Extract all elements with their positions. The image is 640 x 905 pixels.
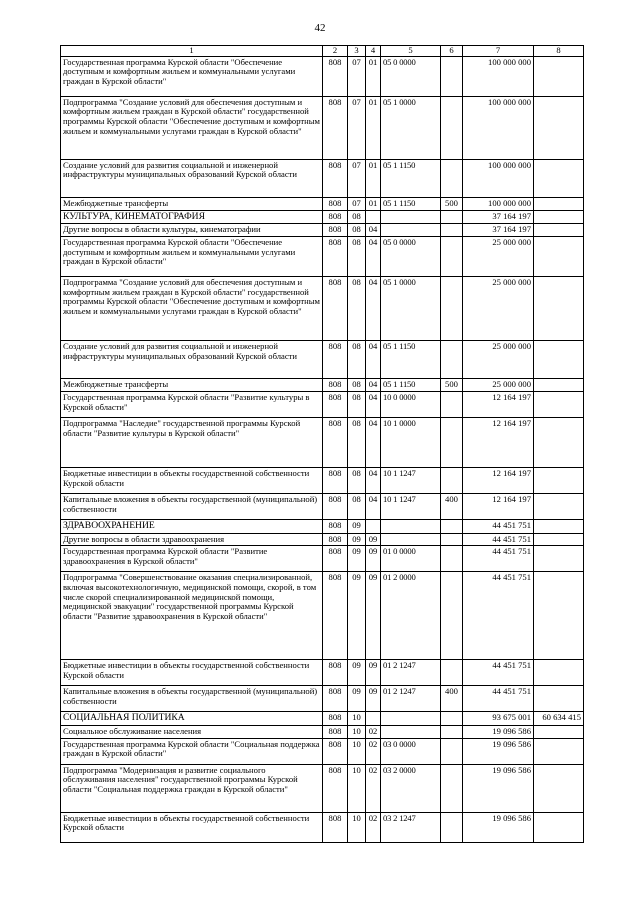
table-row <box>61 159 584 197</box>
row-amount: 44 451 751 <box>463 660 534 686</box>
row-code-2: 808 <box>323 236 348 276</box>
table-row <box>61 738 584 764</box>
row-name: СОЦИАЛЬНАЯ ПОЛИТИКА <box>61 712 323 726</box>
row-expense-type <box>441 224 463 237</box>
row-name: Межбюджетные трансферты <box>61 197 323 210</box>
row-code-2: 808 <box>323 210 348 224</box>
row-expense-type <box>441 56 463 96</box>
row-expense-type <box>441 726 463 739</box>
row-code-3: 07 <box>348 159 366 197</box>
row-name: Государственная программа Курской области "Обеспечение доступным и комфортным жильем и коммунальными услугами граждан в Курской области" <box>61 56 323 96</box>
row-amount-2: 60 634 415 <box>534 712 584 726</box>
col-header-5: 5 <box>381 46 441 57</box>
row-code-2: 808 <box>323 738 348 764</box>
row-name: Межбюджетные трансферты <box>61 378 323 391</box>
table-row <box>61 572 584 660</box>
row-name: Создание условий для развития социальной и инженерной инфраструктуры муниципальных образований Курской области <box>61 159 323 197</box>
row-expense-type <box>441 236 463 276</box>
row-amount-2 <box>534 276 584 340</box>
row-code-2: 808 <box>323 812 348 842</box>
row-code-3: 08 <box>348 417 366 467</box>
row-amount: 100 000 000 <box>463 96 534 159</box>
row-target-code: 03 2 1247 <box>381 812 441 842</box>
row-expense-type <box>441 417 463 467</box>
row-code-3: 08 <box>348 493 366 519</box>
table-body <box>61 56 584 842</box>
row-code-2: 808 <box>323 712 348 726</box>
row-code-3: 10 <box>348 712 366 726</box>
row-amount: 25 000 000 <box>463 276 534 340</box>
row-name: Государственная программа Курской области "Развитие культуры в Курской области" <box>61 391 323 417</box>
row-code-3: 09 <box>348 572 366 660</box>
row-amount-2 <box>534 493 584 519</box>
row-code-3: 09 <box>348 660 366 686</box>
table-row <box>61 726 584 739</box>
row-amount-2 <box>534 738 584 764</box>
row-name: Бюджетные инвестиции в объекты государственной собственности Курской области <box>61 660 323 686</box>
row-expense-type: 500 <box>441 197 463 210</box>
row-name: Подпрограмма "Совершенствование оказания специализированной, включая высокотехнологичную, медицинской помощи, скорой, в том числе скорой специализированной медицинской помощи, медицинской эвакуации" государственной программы Курской области "Развитие здравоохранения в Курской области" <box>61 572 323 660</box>
table-row <box>61 493 584 519</box>
row-target-code: 01 0 0000 <box>381 546 441 572</box>
row-target-code: 05 1 1150 <box>381 340 441 378</box>
row-expense-type: 500 <box>441 378 463 391</box>
row-code-3: 08 <box>348 391 366 417</box>
row-name: Подпрограмма "Создание условий для обеспечения доступным и комфортным жильем граждан в Курской области" государственной программы Курской области "Обеспечение доступным и комфортным жильем и коммунальными услугами граждан в Курской области" <box>61 276 323 340</box>
row-target-code: 05 1 0000 <box>381 96 441 159</box>
row-code-2: 808 <box>323 197 348 210</box>
row-target-code <box>381 210 441 224</box>
row-name: Подпрограмма "Модернизация и развитие социального обслуживания населения" государственной программы Курской области "Социальная поддержка граждан в Курской области" <box>61 764 323 812</box>
row-name: КУЛЬТУРА, КИНЕМАТОГРАФИЯ <box>61 210 323 224</box>
table-row <box>61 546 584 572</box>
col-header-8: 8 <box>534 46 584 57</box>
row-target-code <box>381 519 441 533</box>
row-amount-2 <box>534 378 584 391</box>
row-name: Бюджетные инвестиции в объекты государственной собственности Курской области <box>61 467 323 493</box>
row-amount: 93 675 001 <box>463 712 534 726</box>
row-amount: 44 451 751 <box>463 546 534 572</box>
row-code-4 <box>366 519 381 533</box>
row-target-code: 03 0 0000 <box>381 738 441 764</box>
row-name: Государственная программа Курской области "Развитие здравоохранения в Курской области" <box>61 546 323 572</box>
row-name: Подпрограмма "Создание условий для обеспечения доступным и комфортным жильем граждан в Курской области" государственной программы Курской области "Обеспечение доступным и комфортным жильем и коммунальными услугами граждан в Курской области" <box>61 96 323 159</box>
row-target-code: 10 1 1247 <box>381 467 441 493</box>
row-target-code: 10 1 0000 <box>381 417 441 467</box>
row-amount-2 <box>534 159 584 197</box>
row-amount-2 <box>534 210 584 224</box>
row-amount-2 <box>534 572 584 660</box>
row-expense-type <box>441 467 463 493</box>
col-header-2: 2 <box>323 46 348 57</box>
row-expense-type <box>441 764 463 812</box>
table-row <box>61 197 584 210</box>
row-amount-2 <box>534 96 584 159</box>
table-row <box>61 519 584 533</box>
row-amount-2 <box>534 224 584 237</box>
row-code-2: 808 <box>323 378 348 391</box>
row-code-2: 808 <box>323 533 348 546</box>
row-expense-type <box>441 812 463 842</box>
row-code-4: 09 <box>366 660 381 686</box>
table-row <box>61 391 584 417</box>
row-amount: 12 164 197 <box>463 417 534 467</box>
table-row <box>61 764 584 812</box>
row-expense-type: 400 <box>441 493 463 519</box>
row-amount: 25 000 000 <box>463 378 534 391</box>
row-code-2: 808 <box>323 159 348 197</box>
row-code-4: 01 <box>366 56 381 96</box>
row-name: Бюджетные инвестиции в объекты государственной собственности Курской области <box>61 812 323 842</box>
row-target-code: 03 2 0000 <box>381 764 441 812</box>
row-code-2: 808 <box>323 467 348 493</box>
row-expense-type <box>441 533 463 546</box>
row-amount: 37 164 197 <box>463 224 534 237</box>
row-code-3: 09 <box>348 546 366 572</box>
row-code-2: 808 <box>323 417 348 467</box>
row-amount: 19 096 586 <box>463 738 534 764</box>
header-row <box>61 46 584 57</box>
row-name: Другие вопросы в области культуры, кинематографии <box>61 224 323 237</box>
row-code-2: 808 <box>323 660 348 686</box>
row-amount-2 <box>534 340 584 378</box>
row-expense-type <box>441 572 463 660</box>
row-code-4: 04 <box>366 340 381 378</box>
row-name: Капитальные вложения в объекты государственной (муниципальной) собственности <box>61 686 323 712</box>
row-code-2: 808 <box>323 572 348 660</box>
row-code-3: 09 <box>348 686 366 712</box>
row-target-code <box>381 712 441 726</box>
row-name: Государственная программа Курской области "Обеспечение доступным и комфортным жильем и коммунальными услугами граждан в Курской области" <box>61 236 323 276</box>
col-header-3: 3 <box>348 46 366 57</box>
row-code-4: 04 <box>366 467 381 493</box>
col-header-6: 6 <box>441 46 463 57</box>
row-expense-type <box>441 391 463 417</box>
row-code-2: 808 <box>323 340 348 378</box>
row-code-3: 08 <box>348 236 366 276</box>
row-code-2: 808 <box>323 726 348 739</box>
row-expense-type <box>441 96 463 159</box>
row-amount-2 <box>534 726 584 739</box>
row-code-4: 04 <box>366 391 381 417</box>
row-amount: 100 000 000 <box>463 197 534 210</box>
row-target-code <box>381 726 441 739</box>
row-code-3: 09 <box>348 533 366 546</box>
row-expense-type <box>441 276 463 340</box>
row-code-4: 04 <box>366 276 381 340</box>
table-row <box>61 533 584 546</box>
row-name: Капитальные вложения в объекты государственной (муниципальной) собственности <box>61 493 323 519</box>
table-row <box>61 378 584 391</box>
row-amount: 100 000 000 <box>463 159 534 197</box>
row-amount-2 <box>534 533 584 546</box>
table-row <box>61 56 584 96</box>
row-amount-2 <box>534 519 584 533</box>
table-row <box>61 236 584 276</box>
row-amount-2 <box>534 236 584 276</box>
row-code-4: 09 <box>366 533 381 546</box>
row-code-4: 01 <box>366 159 381 197</box>
row-code-2: 808 <box>323 276 348 340</box>
row-expense-type <box>441 340 463 378</box>
row-amount-2 <box>534 417 584 467</box>
table-row <box>61 660 584 686</box>
row-target-code: 05 1 0000 <box>381 276 441 340</box>
row-code-2: 808 <box>323 493 348 519</box>
row-name: Создание условий для развития социальной и инженерной инфраструктуры муниципальных образований Курской области <box>61 340 323 378</box>
row-code-3: 08 <box>348 210 366 224</box>
row-code-4: 09 <box>366 686 381 712</box>
row-code-3: 08 <box>348 276 366 340</box>
row-expense-type <box>441 546 463 572</box>
row-code-3: 08 <box>348 224 366 237</box>
row-code-4: 04 <box>366 493 381 519</box>
row-code-4: 04 <box>366 378 381 391</box>
row-amount-2 <box>534 686 584 712</box>
row-code-4: 04 <box>366 417 381 467</box>
row-code-3: 10 <box>348 738 366 764</box>
row-code-2: 808 <box>323 224 348 237</box>
row-amount: 100 000 000 <box>463 56 534 96</box>
row-code-4: 02 <box>366 812 381 842</box>
row-expense-type: 400 <box>441 686 463 712</box>
row-expense-type <box>441 210 463 224</box>
row-code-2: 808 <box>323 546 348 572</box>
row-code-4: 01 <box>366 197 381 210</box>
row-code-4: 02 <box>366 726 381 739</box>
row-target-code: 05 1 1150 <box>381 378 441 391</box>
row-amount: 44 451 751 <box>463 686 534 712</box>
row-code-3: 10 <box>348 812 366 842</box>
row-code-2: 808 <box>323 56 348 96</box>
table-row <box>61 417 584 467</box>
row-code-3: 07 <box>348 197 366 210</box>
row-code-4 <box>366 210 381 224</box>
row-name: Подпрограмма "Наследие" государственной программы Курской области "Развитие культуры в Курской области" <box>61 417 323 467</box>
row-target-code: 10 1 1247 <box>381 493 441 519</box>
row-amount: 19 096 586 <box>463 812 534 842</box>
row-code-3: 08 <box>348 378 366 391</box>
row-code-3: 07 <box>348 96 366 159</box>
row-code-3: 10 <box>348 726 366 739</box>
row-amount: 25 000 000 <box>463 340 534 378</box>
row-name: Другие вопросы в области здравоохранения <box>61 533 323 546</box>
row-amount-2 <box>534 812 584 842</box>
table-row <box>61 712 584 726</box>
row-name: Государственная программа Курской области "Социальная поддержка граждан в Курской области" <box>61 738 323 764</box>
row-code-3: 10 <box>348 764 366 812</box>
col-header-1: 1 <box>61 46 323 57</box>
row-amount: 12 164 197 <box>463 391 534 417</box>
row-code-4: 04 <box>366 224 381 237</box>
row-code-4: 01 <box>366 96 381 159</box>
row-expense-type <box>441 712 463 726</box>
row-target-code: 05 0 0000 <box>381 236 441 276</box>
col-header-4: 4 <box>366 46 381 57</box>
row-target-code: 01 2 1247 <box>381 686 441 712</box>
row-target-code: 05 1 1150 <box>381 159 441 197</box>
row-target-code: 05 0 0000 <box>381 56 441 96</box>
row-amount: 12 164 197 <box>463 493 534 519</box>
row-amount-2 <box>534 391 584 417</box>
row-code-3: 08 <box>348 340 366 378</box>
row-amount-2 <box>534 660 584 686</box>
row-target-code: 01 2 1247 <box>381 660 441 686</box>
row-expense-type <box>441 159 463 197</box>
row-code-4 <box>366 712 381 726</box>
table-row <box>61 224 584 237</box>
row-code-4: 02 <box>366 764 381 812</box>
row-code-2: 808 <box>323 686 348 712</box>
table-row <box>61 686 584 712</box>
row-expense-type <box>441 660 463 686</box>
row-amount: 19 096 586 <box>463 726 534 739</box>
row-amount: 25 000 000 <box>463 236 534 276</box>
row-target-code: 01 2 0000 <box>381 572 441 660</box>
row-amount-2 <box>534 197 584 210</box>
row-code-4: 02 <box>366 738 381 764</box>
row-amount-2 <box>534 546 584 572</box>
row-amount: 44 451 751 <box>463 519 534 533</box>
row-expense-type <box>441 519 463 533</box>
row-amount: 37 164 197 <box>463 210 534 224</box>
table-row <box>61 812 584 842</box>
row-name: Социальное обслуживание населения <box>61 726 323 739</box>
row-code-2: 808 <box>323 519 348 533</box>
row-amount-2 <box>534 467 584 493</box>
row-amount: 19 096 586 <box>463 764 534 812</box>
row-expense-type <box>441 738 463 764</box>
row-name: ЗДРАВООХРАНЕНИЕ <box>61 519 323 533</box>
row-code-3: 07 <box>348 56 366 96</box>
row-target-code: 10 0 0000 <box>381 391 441 417</box>
row-amount: 44 451 751 <box>463 572 534 660</box>
table-row <box>61 340 584 378</box>
row-target-code <box>381 224 441 237</box>
row-amount-2 <box>534 56 584 96</box>
table-row <box>61 210 584 224</box>
row-code-4: 09 <box>366 546 381 572</box>
table-row <box>61 96 584 159</box>
row-amount: 12 164 197 <box>463 467 534 493</box>
row-code-2: 808 <box>323 764 348 812</box>
table-row <box>61 467 584 493</box>
row-code-3: 09 <box>348 519 366 533</box>
row-target-code: 05 1 1150 <box>381 197 441 210</box>
row-code-3: 08 <box>348 467 366 493</box>
col-header-7: 7 <box>463 46 534 57</box>
table-row <box>61 276 584 340</box>
row-code-4: 09 <box>366 572 381 660</box>
budget-table <box>60 45 584 843</box>
row-target-code <box>381 533 441 546</box>
row-amount-2 <box>534 764 584 812</box>
row-amount: 44 451 751 <box>463 533 534 546</box>
row-code-4: 04 <box>366 236 381 276</box>
row-code-2: 808 <box>323 391 348 417</box>
row-code-2: 808 <box>323 96 348 159</box>
page-number: 42 <box>314 22 326 34</box>
